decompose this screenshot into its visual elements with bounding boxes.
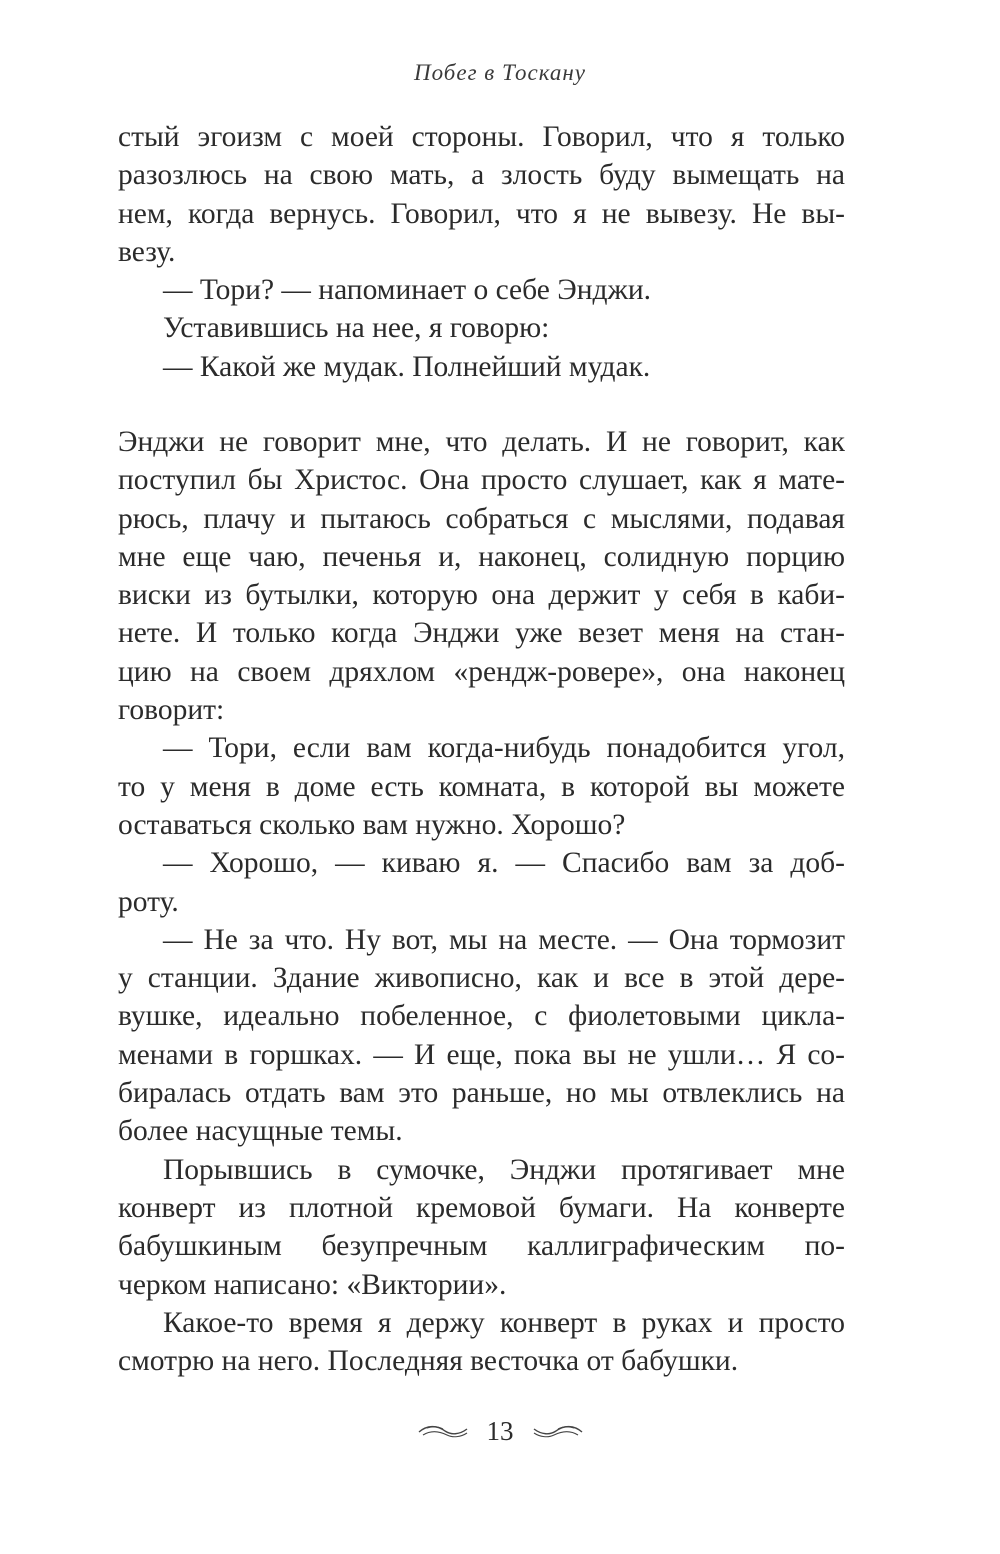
- text-line: Уставившись на нее, я говорю:: [163, 312, 550, 345]
- text-line: черком написано: «Виктории».: [118, 1268, 507, 1301]
- text-line: виски из бутылки, которую она держит у себя в каби-: [118, 579, 845, 612]
- text-line: цию на своем дряхлом «рендж-ровере», она наконец: [118, 655, 845, 688]
- page-footer: [0, 1416, 1000, 1447]
- text-line: Какое-то время я держу конверт в руках и просто: [163, 1306, 845, 1339]
- text-line: вушке, идеально побеленное, с фиолетовыми цикла-: [118, 1000, 845, 1033]
- text-line: стый эгоизм с моей стороны. Говорил, что я только: [118, 121, 845, 153]
- text-line: разозлюсь на свою мать, а злость буду вымещать на: [118, 159, 845, 192]
- page-number: 13: [486, 1416, 514, 1446]
- text-line: — Не за что. Ну вот, мы на месте. — Она тормозит: [163, 923, 845, 956]
- text-line: Энджи не говорит мне, что делать. И не говорит, как: [118, 426, 845, 458]
- flourish-left-icon: [417, 1423, 469, 1441]
- text-line: более насущные темы.: [118, 1115, 403, 1148]
- running-head-title: Побег в Тоскану: [413, 60, 586, 85]
- text-line: поступил бы Христос. Она просто слушает, как я мате-: [118, 464, 845, 497]
- text-line: смотрю на него. Последняя весточка от бабушки.: [118, 1345, 739, 1378]
- text-line: нем, когда вернусь. Говорил, что я не вывезу. Не вы-: [118, 197, 845, 230]
- text-line: нете. И только когда Энджи уже везет меня на стан-: [118, 617, 845, 650]
- text-line: — Хорошо, — киваю я. — Спасибо вам за доб-: [163, 847, 845, 880]
- text-line: говорит:: [118, 694, 225, 727]
- text-line: роту.: [118, 885, 179, 918]
- text-line: конверт из плотной кремовой бумаги. На конверте: [118, 1191, 845, 1224]
- flourish-right-icon: [532, 1423, 584, 1441]
- text-line: мне еще чаю, печенья и, наконец, солидную порцию: [118, 540, 845, 573]
- text-line: биралась отдать вам это раньше, но мы отвлеклись на: [118, 1077, 845, 1110]
- text-line: оставаться сколько вам нужно. Хорошо?: [118, 808, 626, 841]
- text-line: рюсь, плачу и пытаюсь собраться с мыслями, подавая: [118, 502, 845, 535]
- text-line: везу.: [118, 235, 176, 268]
- text-line: — Тори? — напоминает о себе Энджи.: [163, 274, 652, 307]
- text-line: Порывшись в сумочке, Энджи протягивает мне: [163, 1153, 845, 1186]
- text-block-1: [118, 118, 845, 386]
- text-line: — Какой же мудак. Полнейший мудак.: [163, 350, 651, 383]
- text-line: бабушкиным безупречным каллиграфическим по-: [118, 1230, 845, 1263]
- text-line: — Тори, если вам когда-нибудь понадобится угол,: [163, 732, 845, 765]
- text-line: у станции. Здание живописно, как и все в этой дере-: [118, 962, 845, 995]
- text-line: то у меня в доме есть комната, в которой вы можете: [118, 770, 845, 803]
- text-block-2: [118, 423, 845, 1380]
- text-line: менами в горшках. — И еще, пока вы не ушли… Я со-: [118, 1038, 845, 1071]
